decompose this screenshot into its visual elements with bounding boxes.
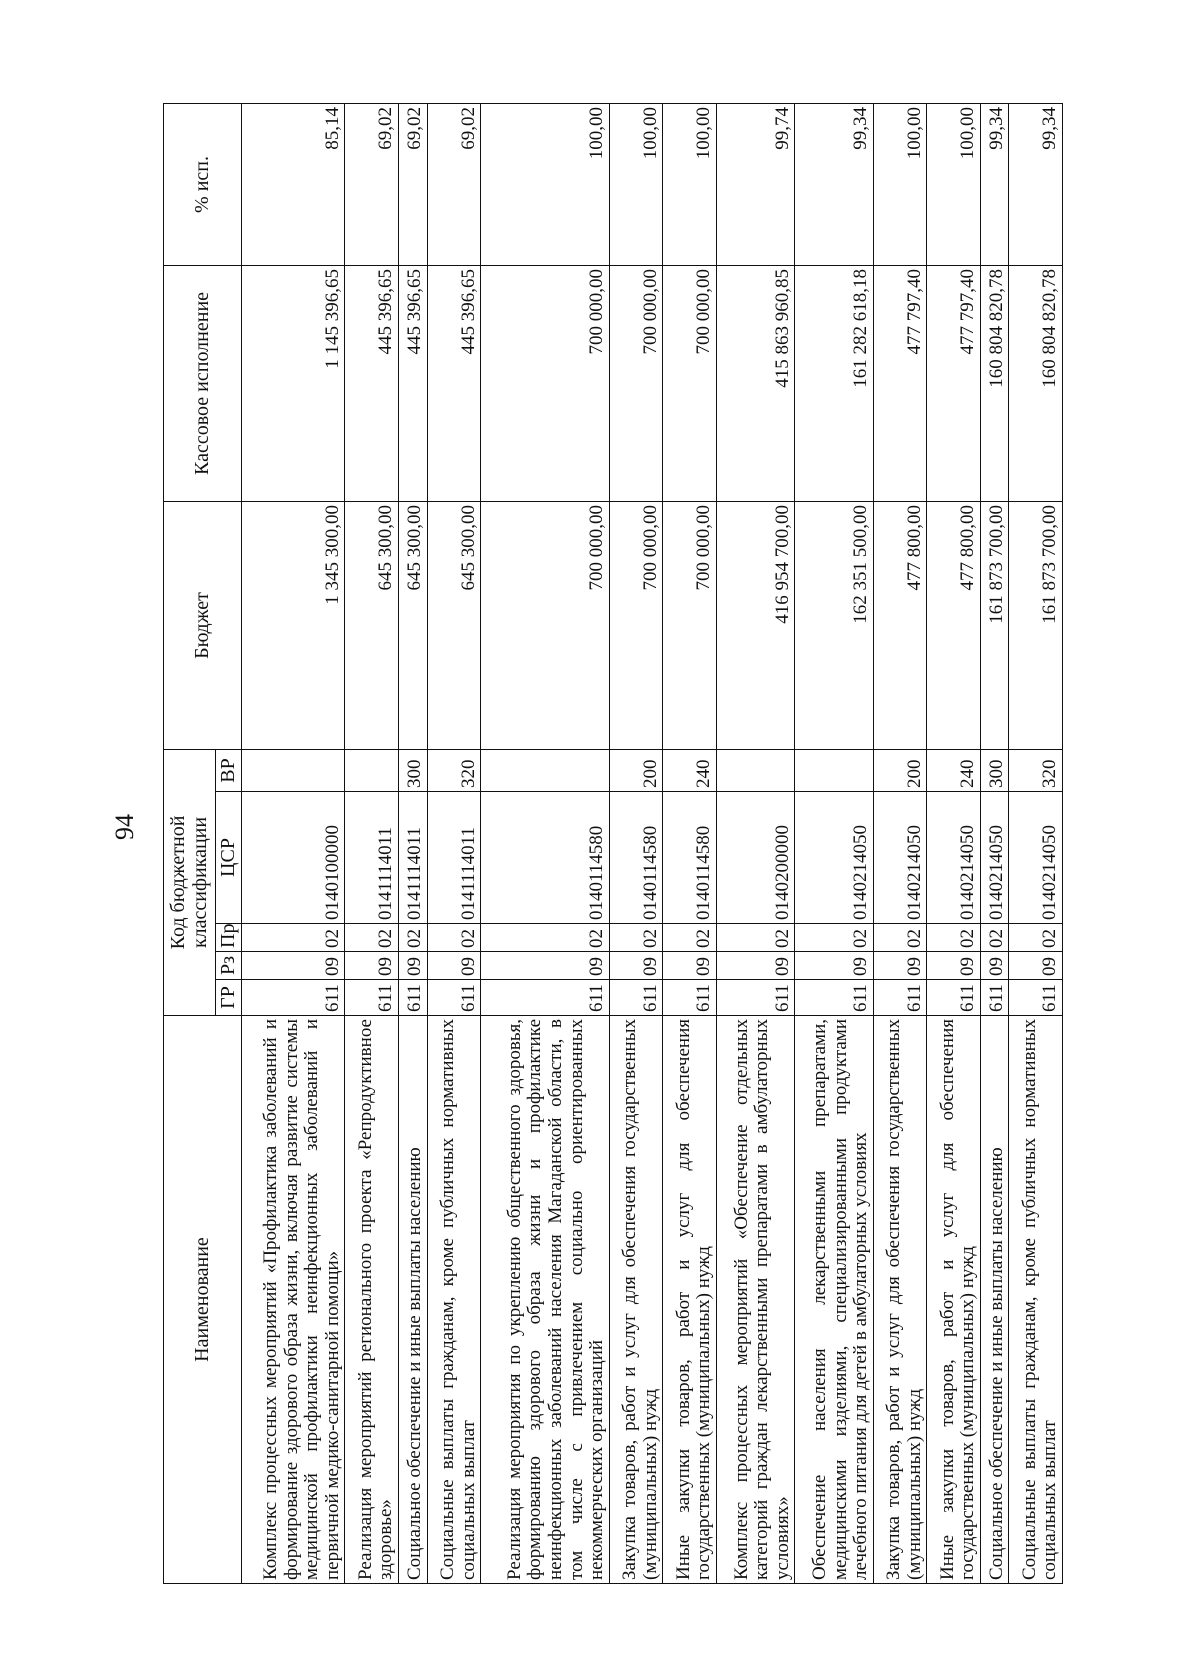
row-csr: 0140114580 xyxy=(481,792,609,924)
row-pr: 02 xyxy=(873,924,927,952)
row-pr: 02 xyxy=(795,924,874,952)
row-csr: 0140214050 xyxy=(927,792,981,924)
header-percent: % исп. xyxy=(164,103,242,265)
row-vr: 200 xyxy=(873,749,927,791)
row-percent: 99,74 xyxy=(716,103,795,265)
row-execution: 160 804 820,78 xyxy=(1009,265,1063,501)
row-gr: 611 xyxy=(716,980,795,1016)
row-csr: 0140114580 xyxy=(609,792,663,924)
row-execution: 445 396,65 xyxy=(427,265,481,501)
row-csr: 0140214050 xyxy=(1009,792,1063,924)
row-csr: 0140100000 xyxy=(242,792,345,924)
row-name: Реализация мероприятий регионального проекта «Репродуктивное здоровье» xyxy=(345,1016,399,1584)
row-name: Социальные выплаты гражданам, кроме публичных нормативных социальных выплат xyxy=(427,1016,481,1584)
row-pr: 02 xyxy=(1009,924,1063,952)
row-name: Комплекс процессных мероприятий «Профилактика заболеваний и формирование здорового образа жизни, включая развитие системы медицинской профилактики неинфекционных заболеваний и первичной медико-санитарной помощи» xyxy=(242,1016,345,1584)
row-budget: 700 000,00 xyxy=(481,501,609,749)
row-rz: 09 xyxy=(242,952,345,980)
row-percent: 100,00 xyxy=(481,103,609,265)
row-rz: 09 xyxy=(716,952,795,980)
row-budget: 477 800,00 xyxy=(927,501,981,749)
row-budget: 162 351 500,00 xyxy=(795,501,874,749)
row-csr: 0140200000 xyxy=(716,792,795,924)
row-gr: 611 xyxy=(345,980,399,1016)
row-name: Реализация мероприятия по укреплению общественного здоровья, формированию здорового образа жизни и профилактике неинфекционных заболеваний населения Магаданской области, в том числе с привлечением социально ориентированных некоммерческих организаций xyxy=(481,1016,609,1584)
row-percent: 85,14 xyxy=(242,103,345,265)
row-name: Обеспечение населения лекарственными препаратами, медицинскими изделиями, специализированными продуктами лечебного питания для детей в амбулаторных условиях xyxy=(795,1016,874,1584)
row-csr: 0140214050 xyxy=(873,792,927,924)
table-row xyxy=(609,103,663,1583)
row-name: Иные закупки товаров, работ и услуг для обеспечения государственных (муниципальных) нужд xyxy=(663,1016,717,1584)
table-row xyxy=(795,103,874,1583)
row-gr: 611 xyxy=(663,980,717,1016)
row-vr: 240 xyxy=(663,749,717,791)
row-vr: 300 xyxy=(399,749,428,791)
row-budget: 161 873 700,00 xyxy=(980,501,1009,749)
row-rz: 09 xyxy=(873,952,927,980)
row-execution: 477 797,40 xyxy=(873,265,927,501)
table-row xyxy=(663,103,717,1583)
row-pr: 02 xyxy=(242,924,345,952)
row-percent: 99,34 xyxy=(795,103,874,265)
table-header xyxy=(164,103,242,1583)
row-gr: 611 xyxy=(481,980,609,1016)
row-execution: 445 396,65 xyxy=(345,265,399,501)
row-rz: 09 xyxy=(345,952,399,980)
row-percent: 100,00 xyxy=(663,103,717,265)
row-pr: 02 xyxy=(716,924,795,952)
row-csr: 0141114011 xyxy=(399,792,428,924)
table-row xyxy=(427,103,481,1583)
budget-execution-table xyxy=(163,103,1063,1584)
row-execution: 161 282 618,18 xyxy=(795,265,874,501)
row-budget: 477 800,00 xyxy=(873,501,927,749)
row-csr: 0141114011 xyxy=(345,792,399,924)
row-budget: 161 873 700,00 xyxy=(1009,501,1063,749)
table-row xyxy=(1009,103,1063,1583)
row-vr: 320 xyxy=(1009,749,1063,791)
row-vr: 320 xyxy=(427,749,481,791)
row-execution: 160 804 820,78 xyxy=(980,265,1009,501)
row-gr: 611 xyxy=(242,980,345,1016)
row-vr: 300 xyxy=(980,749,1009,791)
table-row xyxy=(927,103,981,1583)
row-budget: 700 000,00 xyxy=(663,501,717,749)
row-percent: 99,34 xyxy=(980,103,1009,265)
row-vr xyxy=(716,749,795,791)
row-pr: 02 xyxy=(609,924,663,952)
row-vr xyxy=(242,749,345,791)
row-rz: 09 xyxy=(609,952,663,980)
row-gr: 611 xyxy=(609,980,663,1016)
row-name: Комплекс процессных мероприятий «Обеспечение отдельных категорий граждан лекарственными препаратами в амбулаторных условиях» xyxy=(716,1016,795,1584)
table-row xyxy=(481,103,609,1583)
table-row xyxy=(345,103,399,1583)
row-pr: 02 xyxy=(427,924,481,952)
row-rz: 09 xyxy=(795,952,874,980)
row-percent: 69,02 xyxy=(399,103,428,265)
row-rz: 09 xyxy=(927,952,981,980)
row-pr: 02 xyxy=(927,924,981,952)
row-budget: 645 300,00 xyxy=(345,501,399,749)
row-gr: 611 xyxy=(980,980,1009,1016)
row-percent: 99,34 xyxy=(1009,103,1063,265)
row-percent: 100,00 xyxy=(609,103,663,265)
row-pr: 02 xyxy=(399,924,428,952)
header-gr: ГР xyxy=(216,980,242,1016)
row-csr: 0141114011 xyxy=(427,792,481,924)
row-gr: 611 xyxy=(927,980,981,1016)
row-execution: 445 396,65 xyxy=(399,265,428,501)
row-pr: 02 xyxy=(345,924,399,952)
row-percent: 100,00 xyxy=(873,103,927,265)
row-vr xyxy=(481,749,609,791)
row-csr: 0140214050 xyxy=(795,792,874,924)
row-rz: 09 xyxy=(663,952,717,980)
header-code-group: Код бюджетной классификации xyxy=(164,749,216,1015)
row-vr: 200 xyxy=(609,749,663,791)
row-percent: 69,02 xyxy=(427,103,481,265)
row-name: Социальное обеспечение и иные выплаты населению xyxy=(980,1016,1009,1584)
row-rz: 09 xyxy=(1009,952,1063,980)
row-csr: 0140114580 xyxy=(663,792,717,924)
row-execution: 700 000,00 xyxy=(481,265,609,501)
table-row xyxy=(399,103,428,1583)
row-budget: 645 300,00 xyxy=(427,501,481,749)
row-execution: 477 797,40 xyxy=(927,265,981,501)
row-execution: 700 000,00 xyxy=(663,265,717,501)
header-name: Наименование xyxy=(164,1016,242,1584)
row-vr: 240 xyxy=(927,749,981,791)
row-pr: 02 xyxy=(980,924,1009,952)
row-budget: 700 000,00 xyxy=(609,501,663,749)
row-name: Иные закупки товаров, работ и услуг для обеспечения государственных (муниципальных) нужд xyxy=(927,1016,981,1584)
rotated-report-sheet xyxy=(163,104,1063,1584)
header-vr: ВР xyxy=(216,749,242,791)
row-rz: 09 xyxy=(481,952,609,980)
row-gr: 611 xyxy=(1009,980,1063,1016)
table-row xyxy=(873,103,927,1583)
header-pr: Пр xyxy=(216,924,242,952)
table-row xyxy=(716,103,795,1583)
header-csr: ЦСР xyxy=(216,792,242,924)
row-execution: 415 863 960,85 xyxy=(716,265,795,501)
row-name: Закупка товаров, работ и услуг для обеспечения государственных (муниципальных) нужд xyxy=(609,1016,663,1584)
row-budget: 645 300,00 xyxy=(399,501,428,749)
row-execution: 700 000,00 xyxy=(609,265,663,501)
row-name: Социальное обеспечение и иные выплаты населению xyxy=(399,1016,428,1584)
row-name: Социальные выплаты гражданам, кроме публичных нормативных социальных выплат xyxy=(1009,1016,1063,1584)
page-number: 94 xyxy=(110,814,139,840)
header-budget: Бюджет xyxy=(164,501,242,749)
header-execution: Кассовое исполнение xyxy=(164,265,242,501)
row-pr: 02 xyxy=(663,924,717,952)
row-rz: 09 xyxy=(427,952,481,980)
row-percent: 69,02 xyxy=(345,103,399,265)
row-budget: 1 345 300,00 xyxy=(242,501,345,749)
header-rz: Рз xyxy=(216,952,242,980)
row-budget: 416 954 700,00 xyxy=(716,501,795,749)
row-execution: 1 145 396,65 xyxy=(242,265,345,501)
row-gr: 611 xyxy=(427,980,481,1016)
row-percent: 100,00 xyxy=(927,103,981,265)
row-csr: 0140214050 xyxy=(980,792,1009,924)
row-rz: 09 xyxy=(980,952,1009,980)
row-vr xyxy=(795,749,874,791)
row-name: Закупка товаров, работ и услуг для обеспечения государственных (муниципальных) нужд xyxy=(873,1016,927,1584)
table-body xyxy=(242,103,1063,1583)
row-pr: 02 xyxy=(481,924,609,952)
table-row xyxy=(242,103,345,1583)
table-row xyxy=(980,103,1009,1583)
row-gr: 611 xyxy=(795,980,874,1016)
row-rz: 09 xyxy=(399,952,428,980)
row-vr xyxy=(345,749,399,791)
row-gr: 611 xyxy=(399,980,428,1016)
row-gr: 611 xyxy=(873,980,927,1016)
